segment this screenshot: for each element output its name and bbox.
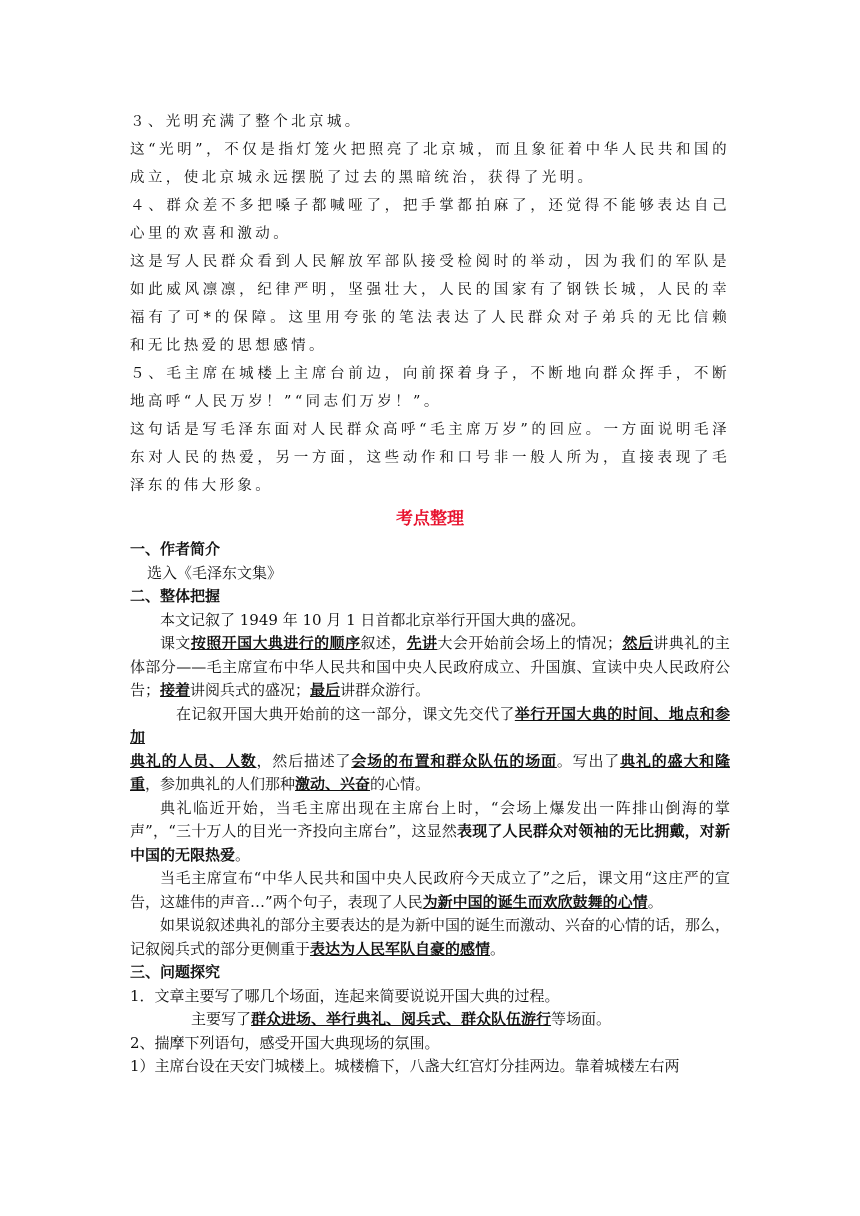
overview-p3: 在记叙开国大典开始前的这一部分，课文先交代了举行开国大典的时间、地点和参加 bbox=[130, 704, 730, 746]
text-line: ３、光明充满了整个北京城。 bbox=[130, 114, 363, 130]
heading-overview: 二、整体把握 bbox=[130, 587, 221, 605]
answer-1: 主要写了群众进场、举行典礼、阅兵式、群众队伍游行等场面。 bbox=[191, 1010, 612, 1028]
section-title: 考点整理 bbox=[396, 509, 464, 529]
overview-p1: 本文记叙了 1949 年 10 月 1 日首都北京举行开国大典的盛况。 bbox=[160, 610, 586, 629]
text-paragraph: 这是写人民群众看到人民解放军部队接受检阅时的举动，因为我们的军队是如此威风凛凛，纪律严明，坚强壮大，人民的国家有了钢铁长城，人民的幸福有了可*的保障。这里用夸张的笔法表达了人民群众对子弟兵的无比信赖和无比热爱的思想感情。 bbox=[130, 254, 730, 354]
text-paragraph: ５、毛主席在城楼上主席台前边，向前探着身子，不断地向群众挥手，不断地高呼“人民万岁！”“同志们万岁！”。 bbox=[130, 366, 730, 410]
author-text: 选入《毛泽东文集》 bbox=[147, 563, 283, 582]
overview-p2: 课文按照开国大典进行的顺序叙述，先讲大会开始前会场上的情况；然后讲典礼的主体部分——毛主席宣布中华人民共和国中央人民政府成立、升国旗、宣读中央人民政府公告；接着讲阅兵式的盛况；最后讲群众游行。 bbox=[130, 634, 730, 699]
question-2-item-1: 1）主席台设在天安门城楼上。城楼檐下，八盏大红宫灯分挂两边。靠着城楼左右两 bbox=[130, 1057, 680, 1075]
question-2: 2、揣摩下列语句，感受开国大典现场的氛围。 bbox=[130, 1033, 440, 1052]
text-paragraph: 这句话是写毛泽东面对人民群众高呼“毛主席万岁”的回应。一方面说明毛泽东对人民的热爱，另一方面，这些动作和口号非一般人所为，直接表现了毛泽东的伟大形象。 bbox=[130, 422, 730, 494]
overview-p3-cont: 典礼的人员、人数，然后描述了会场的布置和群众队伍的场面。写出了典礼的盛大和隆重，参加典礼的人们那种激动、兴奋的心情。 bbox=[130, 751, 730, 793]
question-1: 1．文章主要写了哪几个场面，连起来简要说说开国大典的过程。 bbox=[130, 986, 560, 1005]
document-page bbox=[130, 108, 730, 1079]
overview-p4: 典礼临近开始，当毛主席出现在主席台上时，“会场上爆发出一阵排山倒海的掌声”，“三十万人的目光一齐投向主席台”，这显然表现了人民群众对领袖的无比拥戴，对新中国的无限热爱。 bbox=[130, 798, 730, 864]
text-paragraph: 这“光明”，不仅是指灯笼火把照亮了北京城，而且象征着中华人民共和国的成立，使北京城永远摆脱了过去的黑暗统治，获得了光明。 bbox=[130, 142, 730, 186]
overview-p6: 如果说叙述典礼的部分主要表达的是为新中国的诞生而激动、兴奋的心情的话，那么，记叙阅兵式的部分更侧重于表达为人民军队自豪的感情。 bbox=[130, 916, 731, 958]
text-paragraph: ４、群众差不多把嗓子都喊哑了，把手掌都拍麻了，还觉得不能够表达自己心里的欢喜和激动。 bbox=[130, 198, 730, 242]
overview-p5: 当毛主席宣布“中华人民共和国中央人民政府今天成立了”之后，课文用“这庄严的宣告，这雄伟的声音…”两个句子，表现了人民为新中国的诞生而欢欣鼓舞的心情。 bbox=[130, 869, 730, 911]
heading-author: 一、作者简介 bbox=[130, 540, 221, 558]
heading-questions: 三、问题探究 bbox=[130, 963, 221, 981]
